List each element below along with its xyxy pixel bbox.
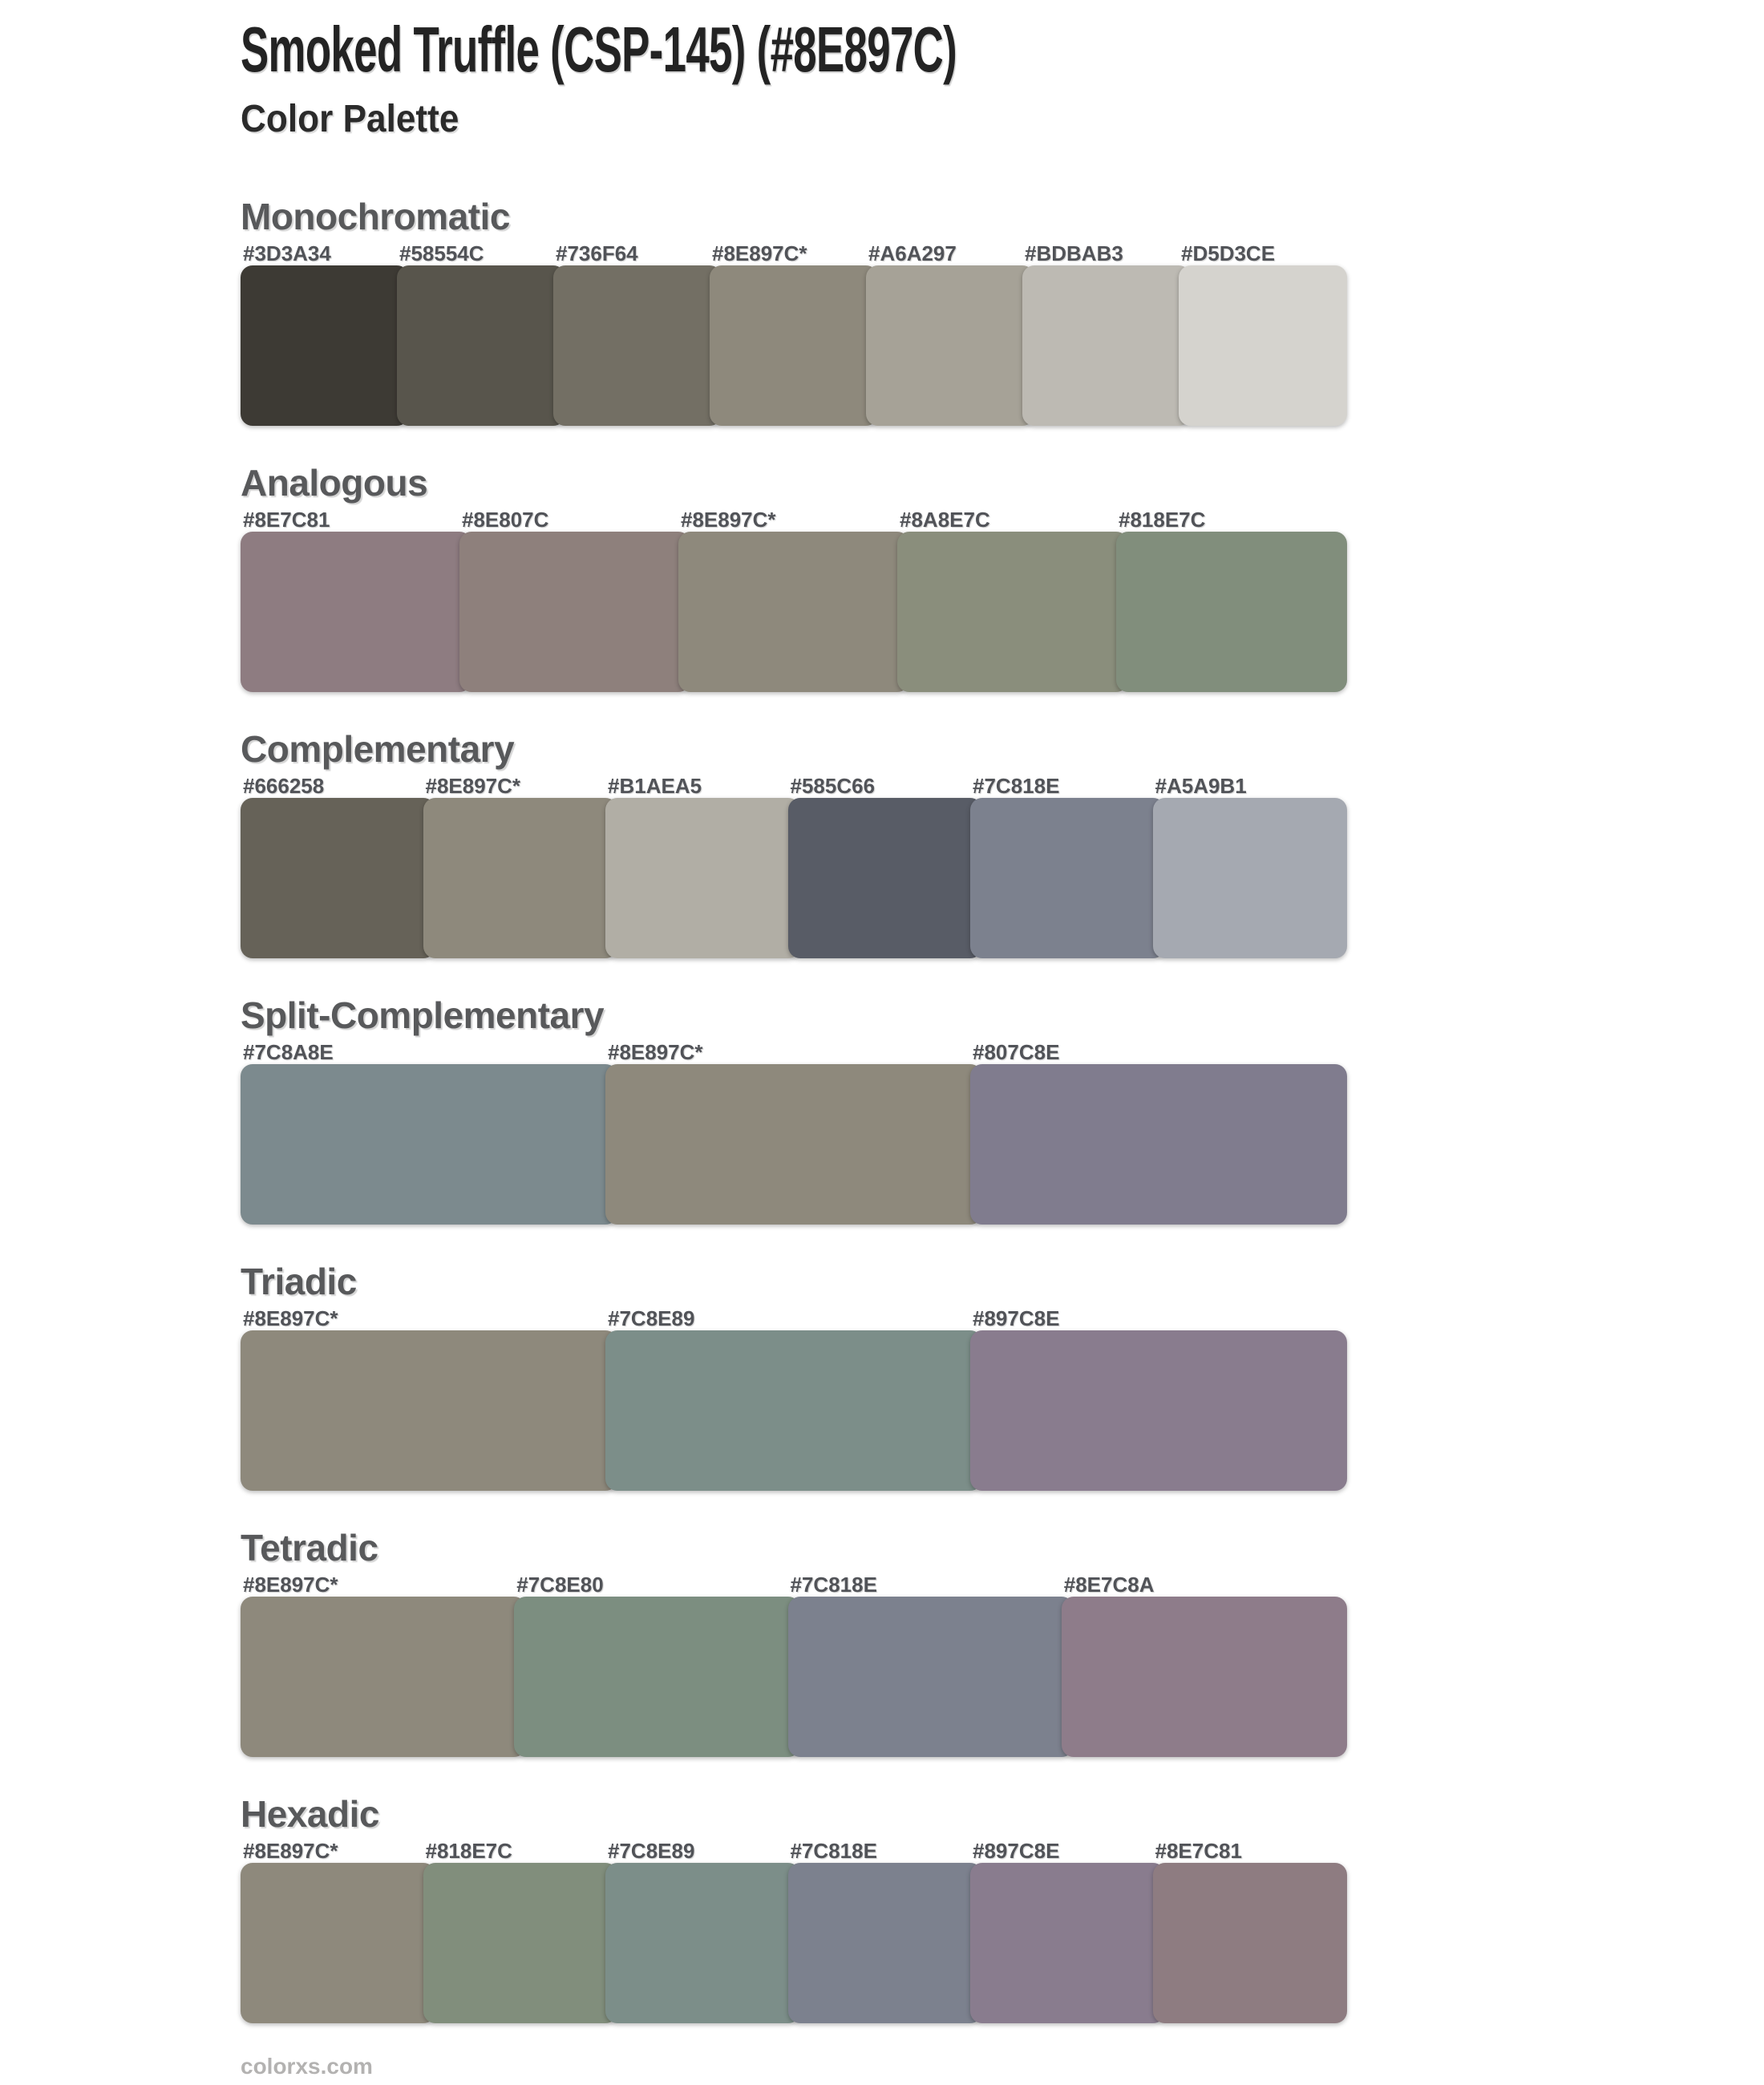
color-hex-label: #8E897C* xyxy=(243,1306,338,1330)
color-hex-label: #818E7C xyxy=(1119,508,1206,532)
color-hex-label: #58554C xyxy=(399,241,484,265)
color-swatch[interactable] xyxy=(241,532,471,692)
color-hex-label: #807C8E xyxy=(973,1040,1060,1064)
section-heading-triadic: Triadic xyxy=(241,1261,357,1302)
hex-label-row xyxy=(241,1040,1443,1064)
color-swatch[interactable] xyxy=(605,1863,800,2023)
color-swatch[interactable] xyxy=(423,1863,618,2023)
section-heading-hexadic: Hexadic xyxy=(241,1793,379,1835)
color-swatch[interactable] xyxy=(1153,1863,1348,2023)
color-hex-label: #8E7C81 xyxy=(243,508,330,532)
color-swatch[interactable] xyxy=(970,1064,1347,1225)
hex-label-row xyxy=(241,508,1443,532)
color-swatch[interactable] xyxy=(459,532,690,692)
color-hex-label: #7C8E80 xyxy=(516,1573,604,1597)
swatch-row xyxy=(241,532,1443,692)
color-hex-label: #B1AEA5 xyxy=(608,774,702,798)
palette-section-complementary xyxy=(241,729,1443,958)
palette-sections xyxy=(241,196,1443,2023)
color-swatch[interactable] xyxy=(1062,1597,1347,1757)
color-hex-label: #BDBAB3 xyxy=(1025,241,1123,265)
swatch-row xyxy=(241,265,1443,426)
color-swatch-base[interactable] xyxy=(605,1064,982,1225)
section-heading-monochromatic: Monochromatic xyxy=(241,196,510,237)
color-hex-label: #8E897C* xyxy=(608,1040,703,1064)
color-hex-label: #A5A9B1 xyxy=(1155,774,1247,798)
color-swatch[interactable] xyxy=(241,798,435,958)
color-swatch-base[interactable] xyxy=(678,532,909,692)
color-hex-label: #8E897C* xyxy=(681,508,776,532)
page-title xyxy=(241,16,1443,83)
color-swatch-base[interactable] xyxy=(241,1863,435,2023)
swatch-row xyxy=(241,1064,1443,1225)
color-hex-label: #7C8A8E xyxy=(243,1040,334,1064)
hex-label-row xyxy=(241,774,1443,798)
color-swatch[interactable] xyxy=(397,265,565,426)
color-hex-label: #8E807C xyxy=(462,508,549,532)
color-hex-label: #8A8E7C xyxy=(900,508,990,532)
swatch-row xyxy=(241,798,1443,958)
color-hex-label: #D5D3CE xyxy=(1181,241,1276,265)
color-swatch[interactable] xyxy=(1022,265,1191,426)
palette-section-tetradic xyxy=(241,1528,1443,1757)
color-hex-label: #A6A297 xyxy=(868,241,957,265)
color-swatch-base[interactable] xyxy=(241,1597,526,1757)
color-hex-label: #585C66 xyxy=(790,774,876,798)
color-hex-label: #666258 xyxy=(243,774,325,798)
color-hex-label: #3D3A34 xyxy=(243,241,331,265)
color-swatch[interactable] xyxy=(788,1863,983,2023)
color-swatch[interactable] xyxy=(553,265,722,426)
color-swatch[interactable] xyxy=(897,532,1128,692)
color-hex-label: #7C818E xyxy=(790,1573,877,1597)
page-title-text: Smoked Truffle (CSP-145) (#8E897C) xyxy=(241,14,957,85)
color-swatch-base[interactable] xyxy=(241,1330,617,1491)
color-hex-label: #818E7C xyxy=(425,1839,512,1863)
color-hex-label: #8E897C* xyxy=(425,774,521,798)
palette-section-hexadic xyxy=(241,1794,1443,2023)
section-heading-tetradic: Tetradic xyxy=(241,1527,378,1569)
palette-section-analogous xyxy=(241,463,1443,692)
color-swatch[interactable] xyxy=(788,1597,1074,1757)
color-swatch[interactable] xyxy=(788,798,983,958)
palette-section-triadic xyxy=(241,1261,1443,1491)
color-hex-label: #8E897C* xyxy=(243,1839,338,1863)
page-subtitle-text: Color Palette xyxy=(241,98,459,140)
color-hex-label: #7C818E xyxy=(973,774,1060,798)
color-hex-label: #8E7C8A xyxy=(1063,1573,1155,1597)
color-hex-label: #897C8E xyxy=(973,1306,1060,1330)
hex-label-row xyxy=(241,1839,1443,1863)
color-swatch[interactable] xyxy=(970,1330,1347,1491)
page-subtitle xyxy=(241,98,1443,140)
color-hex-label: #8E897C* xyxy=(712,241,807,265)
hex-label-row xyxy=(241,241,1443,265)
color-hex-label: #7C818E xyxy=(790,1839,877,1863)
color-swatch[interactable] xyxy=(514,1597,799,1757)
section-heading-analogous: Analogous xyxy=(241,462,428,504)
color-swatch[interactable] xyxy=(241,1064,617,1225)
color-hex-label: #8E897C* xyxy=(243,1573,338,1597)
color-swatch[interactable] xyxy=(1153,798,1348,958)
swatch-row xyxy=(241,1863,1443,2023)
color-hex-label: #7C8E89 xyxy=(608,1306,695,1330)
color-swatch[interactable] xyxy=(241,265,409,426)
swatch-row xyxy=(241,1597,1443,1757)
color-swatch[interactable] xyxy=(1179,265,1347,426)
hex-label-row xyxy=(241,1306,1443,1330)
hex-label-row xyxy=(241,1573,1443,1597)
color-swatch[interactable] xyxy=(866,265,1034,426)
palette-section-split-complementary xyxy=(241,995,1443,1225)
footer-link[interactable]: colorxs.com xyxy=(241,2054,373,2079)
section-heading-split-complementary: Split-Complementary xyxy=(241,994,605,1036)
color-swatch[interactable] xyxy=(970,1863,1165,2023)
color-hex-label: #7C8E89 xyxy=(608,1839,695,1863)
color-swatch-base[interactable] xyxy=(423,798,618,958)
color-swatch[interactable] xyxy=(1116,532,1347,692)
swatch-row xyxy=(241,1330,1443,1491)
color-swatch[interactable] xyxy=(605,1330,982,1491)
color-hex-label: #736F64 xyxy=(556,241,638,265)
color-swatch-base[interactable] xyxy=(710,265,878,426)
color-hex-label: #8E7C81 xyxy=(1155,1839,1242,1863)
color-hex-label: #897C8E xyxy=(973,1839,1060,1863)
palette-section-monochromatic xyxy=(241,196,1443,426)
color-swatch[interactable] xyxy=(605,798,800,958)
section-heading-complementary: Complementary xyxy=(241,728,515,770)
color-swatch[interactable] xyxy=(970,798,1165,958)
